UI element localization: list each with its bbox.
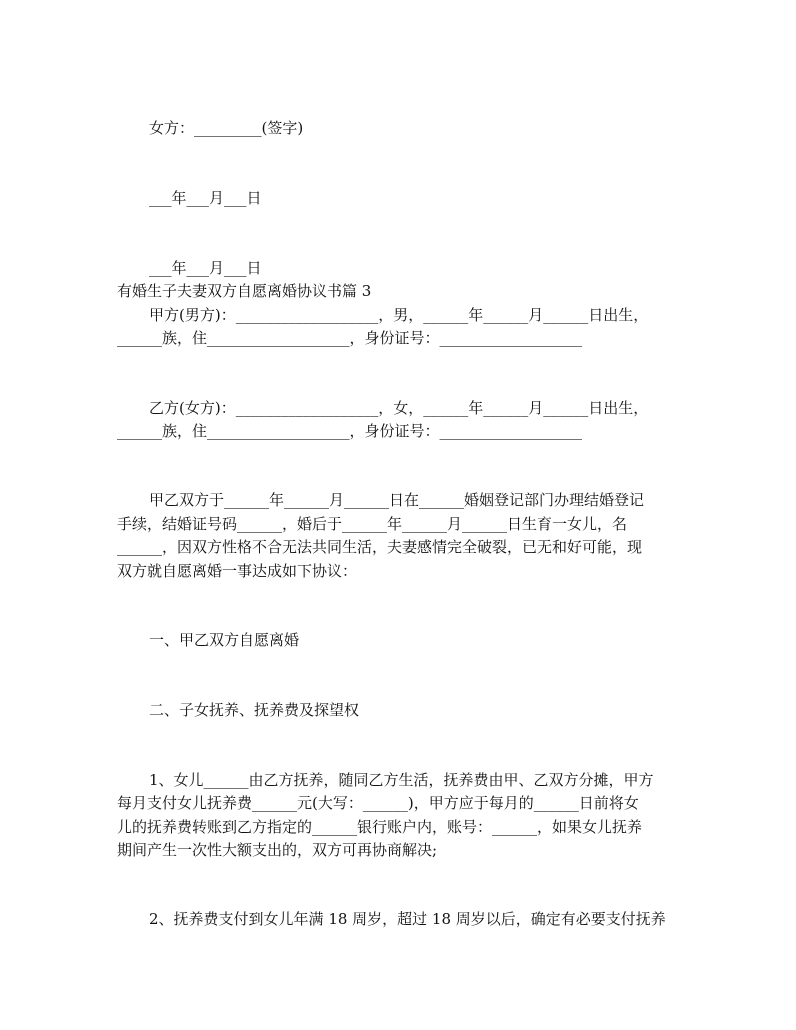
section-title: 一、甲乙双方自愿离婚 (149, 631, 300, 649)
clause-line: 儿的抚养费转账到乙方指定的______银行账户内，账号：______，如果女儿抚养 (117, 818, 643, 836)
signature-female-line: 女方：_________(签字) (149, 119, 304, 137)
party-a-line: 甲方(男方)：___________________，男，______年______月______日出生， (149, 306, 649, 324)
clause-line: 1、女儿______由乙方抚养，随同乙方生活，抚养费由甲、乙双方分摊，甲方 (149, 771, 654, 789)
clause-line: 每月支付女儿抚养费______元(大写：______)，甲方应于每月的______日前将女 (117, 794, 639, 812)
party-b-line: ______族，住___________________，身份证号：___________________ (117, 422, 583, 440)
intro-paragraph-line: ______，因双方性格不合无法共同生活，夫妻感情完全破裂，已无和好可能，现 (117, 538, 643, 556)
party-b-line: 乙方(女方)：___________________，女，______年______月______日出生， (149, 399, 649, 417)
date-line: ___年___月___日 (149, 259, 262, 277)
intro-paragraph-line: 双方就自愿离婚一事达成如下协议： (117, 562, 358, 580)
intro-paragraph-line: 甲乙双方于______年______月______日在______婚姻登记部门办理结婚登记 (149, 491, 645, 509)
clause-line: 期间产生一次性大额支出的，双方可再协商解决; (117, 841, 438, 859)
intro-paragraph-line: 手续，结婚证号码______，婚后于______年______月______日生育一女儿，名 (117, 515, 628, 533)
clause-line: 2、抚养费支付到女儿年满 18 周岁，超过 18 周岁以后，确定有必要支付抚养 (149, 910, 666, 928)
date-line: ___年___月___日 (149, 189, 262, 207)
section-title: 二、子女抚养、抚养费及探望权 (149, 701, 360, 719)
party-a-line: ______族，住___________________，身份证号：___________________ (117, 329, 583, 347)
section-heading: 有婚生子夫妻双方自愿离婚协议书篇 3 (117, 282, 372, 300)
